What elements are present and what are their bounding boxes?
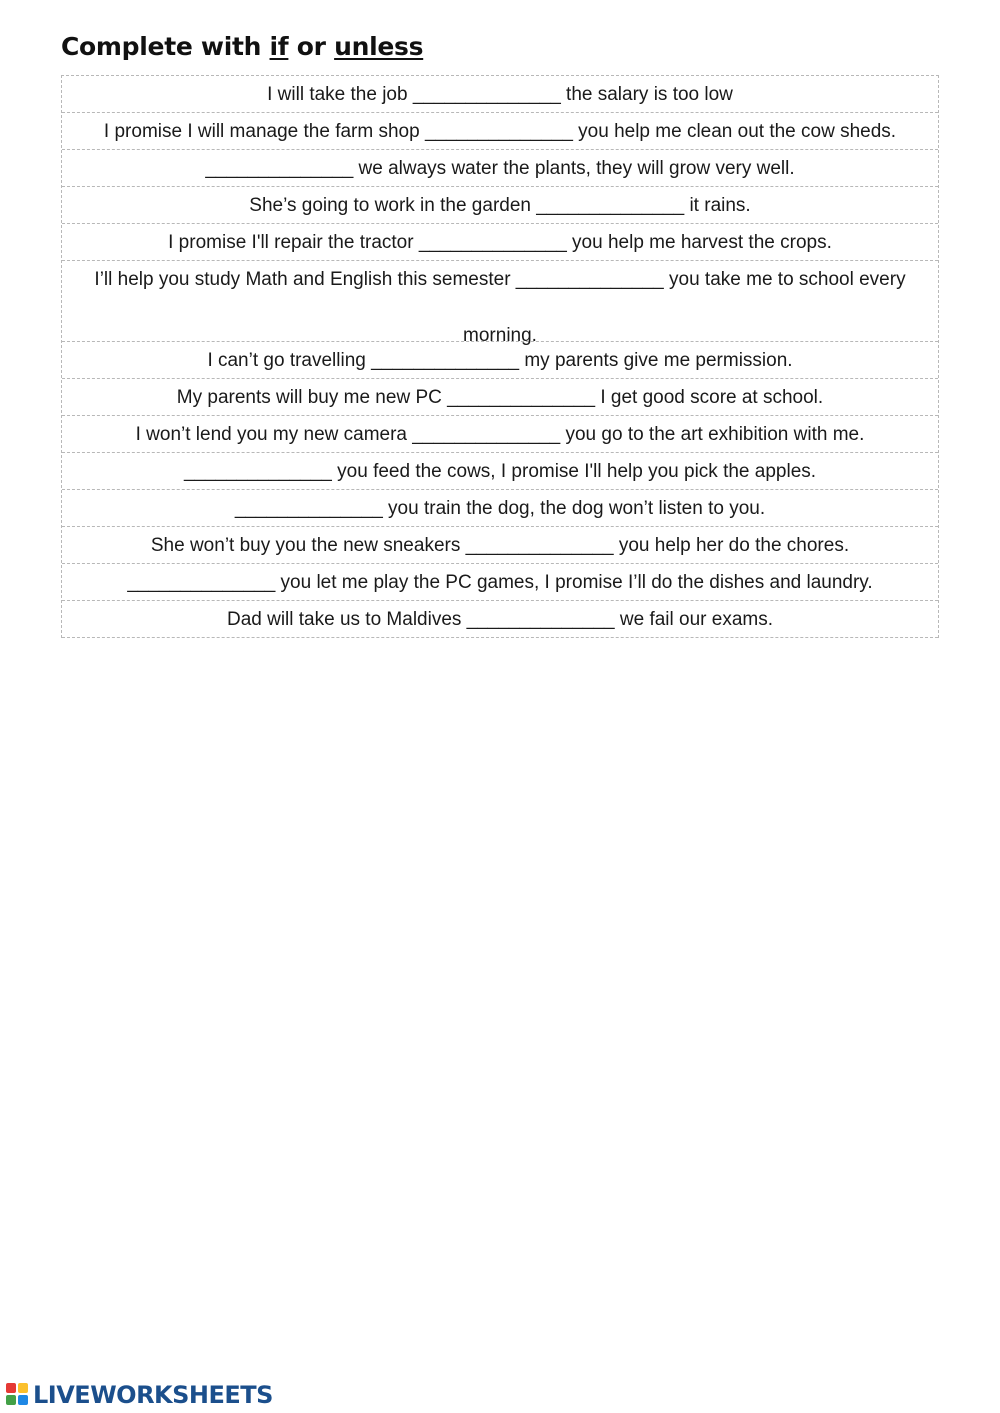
sentence-text: I won’t lend you my new camera ______________ you go to the art exhibition with me. [135, 424, 865, 445]
title-middle: or [288, 32, 335, 61]
logo-square-red [6, 1383, 16, 1393]
sentence-text: I can’t go travelling ______________ my parents give me permission. [207, 350, 793, 371]
sentence-row-5 [62, 224, 938, 261]
logo-text: LIVEWORKSHEETS [33, 1381, 273, 1409]
title-word-if: if [269, 32, 289, 61]
sentence-row-8 [62, 379, 938, 416]
sentence-text: I will take the job ______________ the salary is too low [267, 84, 733, 105]
sentence-text-line-2: morning. [463, 325, 537, 346]
sentence-row-3 [62, 150, 938, 187]
logo-square-blue [18, 1395, 28, 1405]
sentence-row-14 [62, 601, 938, 638]
sentence-row-1 [62, 76, 938, 113]
logo-square-yellow [18, 1383, 28, 1393]
title-prefix: Complete with [61, 32, 270, 61]
sentence-text: I promise I'll repair the tractor ______________ you help me harvest the crops. [168, 232, 832, 253]
sentence-text: I promise I will manage the farm shop ______________ you help me clean out the cow sheds. [103, 121, 897, 142]
sentence-text: Dad will take us to Maldives ______________ we fail our exams. [226, 609, 774, 630]
sentence-row-10 [62, 453, 938, 490]
sentence-row-13 [62, 564, 938, 601]
sentence-row-11 [62, 490, 938, 527]
exercise-table [61, 75, 939, 638]
sentence-row-12 [62, 527, 938, 564]
sentence-text-line-1: I’ll help you study Math and English this semester ______________ you take me to school every [94, 269, 906, 290]
sentence-text: She’s going to work in the garden ______________ it rains. [249, 195, 751, 216]
sentence-row-2 [62, 113, 938, 150]
page-title [61, 32, 423, 61]
logo-squares-icon [6, 1383, 30, 1407]
sentence-row-9 [62, 416, 938, 453]
logo-square-green [6, 1395, 16, 1405]
sentence-text: ______________ you let me play the PC games, I promise I’ll do the dishes and laundry. [127, 572, 873, 593]
sentence-row-7 [62, 342, 938, 379]
sentence-text: She won’t buy you the new sneakers ______________ you help her do the chores. [150, 535, 850, 556]
sentence-text: My parents will buy me new PC ______________ I get good score at school. [176, 387, 824, 408]
title-word-unless: unless [334, 32, 424, 61]
sentence-row-6 [62, 261, 938, 346]
sentence-text: ______________ you feed the cows, I promise I'll help you pick the apples. [183, 461, 817, 482]
sentence-row-4 [62, 187, 938, 224]
sentence-text: ______________ we always water the plants, they will grow very well. [205, 158, 795, 179]
liveworksheets-logo [6, 1381, 273, 1409]
sentence-text: ______________ you train the dog, the dog won’t listen to you. [234, 498, 766, 519]
